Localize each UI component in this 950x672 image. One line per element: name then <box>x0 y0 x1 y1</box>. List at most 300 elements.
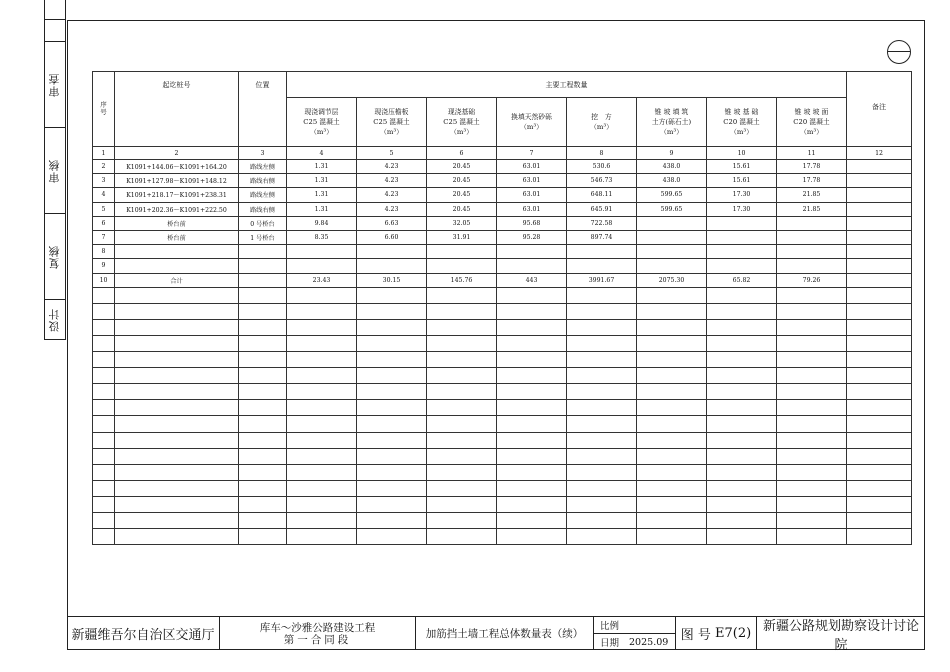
table-cell: 3991.67 <box>567 273 637 287</box>
table-cell <box>287 245 357 259</box>
blank-cell <box>287 303 357 319</box>
table-cell: 648.11 <box>567 188 637 202</box>
table-cell <box>287 259 357 273</box>
table-cell: 路线左侧 <box>239 160 287 174</box>
blank-cell <box>239 287 287 303</box>
blank-cell <box>115 335 239 351</box>
quantity-column-header: 换填天然砂砾 （m³） <box>497 98 567 147</box>
table-cell: 15.61 <box>707 160 777 174</box>
blank-row <box>93 400 912 416</box>
table-cell: K1091+144.06～K1091+164.20 <box>115 160 239 174</box>
blank-cell <box>427 352 497 368</box>
table-cell: 4.23 <box>357 202 427 216</box>
table-cell <box>239 259 287 273</box>
table-cell: 17.78 <box>777 174 847 188</box>
table-cell: 20.45 <box>427 160 497 174</box>
blank-cell <box>637 416 707 432</box>
blank-cell <box>847 384 912 400</box>
blank-cell <box>847 303 912 319</box>
table-cell: 95.28 <box>497 230 567 244</box>
blank-cell <box>497 287 567 303</box>
table-cell: 4.23 <box>357 174 427 188</box>
table-cell <box>357 259 427 273</box>
strip-audit: 审核 <box>45 128 65 214</box>
table-cell: 17.30 <box>707 202 777 216</box>
drawing-title: 加筋挡土墙工程总体数量表（续） <box>416 617 594 650</box>
blank-row <box>93 513 912 529</box>
blank-cell <box>239 352 287 368</box>
table-row <box>93 216 912 230</box>
blank-cell <box>357 529 427 545</box>
blank-cell <box>707 335 777 351</box>
blank-cell <box>497 384 567 400</box>
blank-cell <box>287 464 357 480</box>
blank-cell <box>497 319 567 335</box>
table-cell: 4 <box>93 188 115 202</box>
blank-cell <box>287 368 357 384</box>
table-cell: 63.01 <box>497 160 567 174</box>
table-cell <box>497 259 567 273</box>
table-cell: 21.85 <box>777 202 847 216</box>
blank-cell <box>567 400 637 416</box>
blank-cell <box>707 287 777 303</box>
blank-cell <box>847 448 912 464</box>
blank-cell <box>287 529 357 545</box>
institute-name: 新疆公路规划勘察设计讨论院 <box>762 618 919 653</box>
blank-cell <box>427 448 497 464</box>
blank-cell <box>497 480 567 496</box>
table-cell <box>115 245 239 259</box>
blank-cell <box>357 319 427 335</box>
blank-cell <box>567 513 637 529</box>
quantity-table <box>92 71 912 545</box>
blank-cell <box>427 287 497 303</box>
blank-cell <box>357 287 427 303</box>
blank-cell <box>357 416 427 432</box>
blank-cell <box>239 400 287 416</box>
blank-cell <box>357 384 427 400</box>
blank-cell <box>637 352 707 368</box>
blank-cell <box>357 335 427 351</box>
table-cell <box>847 245 912 259</box>
blank-cell <box>357 513 427 529</box>
blank-cell <box>637 303 707 319</box>
blank-cell <box>357 352 427 368</box>
blank-cell <box>93 513 115 529</box>
table-cell: K1091+202.36～K1091+222.50 <box>115 202 239 216</box>
table-cell: 20.45 <box>427 202 497 216</box>
blank-cell <box>777 352 847 368</box>
table-cell: 31.91 <box>427 230 497 244</box>
blank-cell <box>637 480 707 496</box>
table-cell <box>707 216 777 230</box>
table-cell: 63.01 <box>497 174 567 188</box>
blank-cell <box>777 464 847 480</box>
table-row <box>93 259 912 273</box>
blank-cell <box>567 416 637 432</box>
blank-cell <box>707 352 777 368</box>
blank-cell <box>115 513 239 529</box>
blank-cell <box>115 368 239 384</box>
blank-cell <box>847 319 912 335</box>
blank-cell <box>777 529 847 545</box>
table-cell: 20.45 <box>427 174 497 188</box>
table-cell <box>847 273 912 287</box>
blank-cell <box>93 448 115 464</box>
blank-cell <box>637 287 707 303</box>
table-cell <box>847 202 912 216</box>
blank-cell <box>427 529 497 545</box>
blank-row <box>93 352 912 368</box>
blank-cell <box>93 352 115 368</box>
blank-cell <box>777 480 847 496</box>
blank-cell <box>357 480 427 496</box>
blank-cell <box>847 352 912 368</box>
blank-cell <box>427 384 497 400</box>
column-number: 11 <box>777 147 847 160</box>
table-cell <box>707 245 777 259</box>
blank-cell <box>777 335 847 351</box>
blank-row <box>93 432 912 448</box>
blank-cell <box>707 432 777 448</box>
quantity-column-header: 挖 方 （m³） <box>567 98 637 147</box>
table-cell: 8 <box>93 245 115 259</box>
blank-cell <box>707 303 777 319</box>
blank-cell <box>239 496 287 512</box>
blank-cell <box>567 384 637 400</box>
blank-row <box>93 480 912 496</box>
table-cell: 1.31 <box>287 174 357 188</box>
blank-cell <box>427 368 497 384</box>
blank-cell <box>497 416 567 432</box>
blank-cell <box>637 529 707 545</box>
table-cell <box>427 245 497 259</box>
blank-cell <box>707 384 777 400</box>
remarks-header: 备注 <box>847 72 912 147</box>
blank-cell <box>287 400 357 416</box>
blank-cell <box>93 529 115 545</box>
table-cell <box>847 160 912 174</box>
blank-row <box>93 368 912 384</box>
table-cell: 17.78 <box>777 160 847 174</box>
blank-cell <box>427 400 497 416</box>
table-cell <box>777 230 847 244</box>
blank-cell <box>93 496 115 512</box>
table-cell: 20.45 <box>427 188 497 202</box>
table-cell <box>777 216 847 230</box>
blank-cell <box>115 400 239 416</box>
table-cell <box>239 273 287 287</box>
blank-cell <box>427 496 497 512</box>
table-row <box>93 273 912 287</box>
blank-cell <box>637 400 707 416</box>
blank-row <box>93 464 912 480</box>
table-cell <box>847 230 912 244</box>
blank-cell <box>239 384 287 400</box>
blank-cell <box>115 480 239 496</box>
blank-cell <box>847 513 912 529</box>
authority-name: 新疆维吾尔自治区交通厅 <box>67 617 220 650</box>
quantity-column-header: 现浇基础 C25 混凝土 （m³） <box>427 98 497 147</box>
blank-cell <box>777 448 847 464</box>
blank-cell <box>707 416 777 432</box>
blank-cell <box>427 513 497 529</box>
strip-top-cell <box>45 0 65 20</box>
blank-cell <box>637 384 707 400</box>
table-cell <box>567 259 637 273</box>
blank-cell <box>115 432 239 448</box>
blank-cell <box>567 432 637 448</box>
blank-cell <box>707 448 777 464</box>
blank-cell <box>567 496 637 512</box>
table-cell: 438.0 <box>637 174 707 188</box>
blank-cell <box>567 319 637 335</box>
blank-cell <box>777 416 847 432</box>
blank-cell <box>497 368 567 384</box>
blank-cell <box>707 513 777 529</box>
table-cell: 599.65 <box>637 202 707 216</box>
table-cell: 63.01 <box>497 188 567 202</box>
blank-cell <box>287 432 357 448</box>
table-cell <box>707 259 777 273</box>
blank-cell <box>287 352 357 368</box>
blank-row <box>93 319 912 335</box>
blank-cell <box>567 464 637 480</box>
table-cell: 5 <box>93 202 115 216</box>
blank-cell <box>847 368 912 384</box>
blank-cell <box>567 335 637 351</box>
blank-cell <box>847 335 912 351</box>
blank-cell <box>427 480 497 496</box>
table-cell <box>637 259 707 273</box>
blank-cell <box>93 335 115 351</box>
table-cell: 15.61 <box>707 174 777 188</box>
blank-cell <box>93 400 115 416</box>
blank-cell <box>115 464 239 480</box>
blank-cell <box>567 448 637 464</box>
table-cell <box>637 230 707 244</box>
table-cell <box>637 216 707 230</box>
table-cell <box>497 245 567 259</box>
blank-cell <box>93 480 115 496</box>
blank-cell <box>707 529 777 545</box>
table-cell: 95.68 <box>497 216 567 230</box>
blank-cell <box>777 496 847 512</box>
blank-cell <box>637 432 707 448</box>
table-cell: 9 <box>93 259 115 273</box>
blank-cell <box>707 400 777 416</box>
blank-cell <box>239 368 287 384</box>
table-cell: 4.23 <box>357 160 427 174</box>
blank-cell <box>637 319 707 335</box>
column-number-row <box>93 147 912 160</box>
blank-cell <box>287 416 357 432</box>
table-cell <box>847 216 912 230</box>
blank-cell <box>777 513 847 529</box>
column-number: 6 <box>427 147 497 160</box>
column-number: 2 <box>115 147 239 160</box>
blank-cell <box>239 529 287 545</box>
blank-cell <box>287 287 357 303</box>
table-cell: 6.63 <box>357 216 427 230</box>
scale-field: 比例 <box>594 617 675 634</box>
blank-cell <box>357 448 427 464</box>
blank-row <box>93 416 912 432</box>
blank-cell <box>357 303 427 319</box>
blank-cell <box>239 480 287 496</box>
column-number: 3 <box>239 147 287 160</box>
blank-cell <box>239 335 287 351</box>
blank-cell <box>115 287 239 303</box>
blank-cell <box>93 416 115 432</box>
header-row-1 <box>93 72 912 98</box>
strip-top-cell-2 <box>45 20 65 42</box>
table-cell: 438.0 <box>637 160 707 174</box>
blank-cell <box>707 319 777 335</box>
table-cell <box>847 174 912 188</box>
table-row <box>93 188 912 202</box>
approval-strip <box>44 0 66 340</box>
blank-cell <box>847 464 912 480</box>
blank-cell <box>115 352 239 368</box>
table-cell: 路线左侧 <box>239 188 287 202</box>
table-cell: 21.85 <box>777 188 847 202</box>
blank-cell <box>287 480 357 496</box>
blank-cell <box>93 432 115 448</box>
blank-cell <box>239 513 287 529</box>
table-row <box>93 174 912 188</box>
blank-cell <box>287 335 357 351</box>
table-cell: 17.30 <box>707 188 777 202</box>
main-quantities-header: 主要工程数量 <box>287 72 847 98</box>
table-cell: 8.35 <box>287 230 357 244</box>
blank-cell <box>427 432 497 448</box>
project-name: 库车～沙雅公路建设工程 第一合同段 <box>220 617 416 650</box>
table-cell: 23.43 <box>287 273 357 287</box>
table-cell: 路线右侧 <box>239 202 287 216</box>
blank-cell <box>567 368 637 384</box>
strip-review: 审查 <box>45 42 65 128</box>
title-block <box>67 616 925 653</box>
table-cell <box>567 245 637 259</box>
table-cell: 6.60 <box>357 230 427 244</box>
blank-cell <box>93 287 115 303</box>
blank-cell <box>427 335 497 351</box>
table-cell: 7 <box>93 230 115 244</box>
table-cell: 桥台前 <box>115 230 239 244</box>
table-row <box>93 230 912 244</box>
blank-cell <box>637 335 707 351</box>
blank-cell <box>115 303 239 319</box>
blank-row <box>93 303 912 319</box>
blank-cell <box>497 352 567 368</box>
blank-cell <box>637 496 707 512</box>
column-number: 10 <box>707 147 777 160</box>
blank-cell <box>115 448 239 464</box>
table-cell: 2 <box>93 160 115 174</box>
table-cell: 32.05 <box>427 216 497 230</box>
blank-cell <box>497 496 567 512</box>
blank-cell <box>777 319 847 335</box>
blank-cell <box>707 464 777 480</box>
table-cell: 145.76 <box>427 273 497 287</box>
blank-cell <box>239 432 287 448</box>
blank-cell <box>847 529 912 545</box>
blank-cell <box>777 432 847 448</box>
blank-cell <box>93 319 115 335</box>
table-cell: 443 <box>497 273 567 287</box>
table-row <box>93 245 912 259</box>
quantity-column-header: 现浇调节层 C25 混凝土 （m³） <box>287 98 357 147</box>
station-header: 起讫桩号 <box>115 72 239 147</box>
blank-cell <box>497 432 567 448</box>
table-cell <box>777 245 847 259</box>
blank-cell <box>847 480 912 496</box>
blank-cell <box>567 287 637 303</box>
blank-cell <box>93 303 115 319</box>
blank-cell <box>357 368 427 384</box>
column-number: 8 <box>567 147 637 160</box>
blank-cell <box>777 368 847 384</box>
table-cell <box>427 259 497 273</box>
column-number: 7 <box>497 147 567 160</box>
table-cell <box>707 230 777 244</box>
table-cell: 路线右侧 <box>239 174 287 188</box>
blank-row <box>93 335 912 351</box>
table-cell: 1 号桥台 <box>239 230 287 244</box>
blank-cell <box>115 496 239 512</box>
quantity-column-header: 锥 坡 基 础 C20 混凝土 （m³） <box>707 98 777 147</box>
table-cell <box>115 259 239 273</box>
strip-design: 设计 <box>45 300 65 340</box>
table-cell: 79.26 <box>777 273 847 287</box>
position-header: 位置 <box>239 72 287 147</box>
blank-cell <box>115 529 239 545</box>
blank-cell <box>637 368 707 384</box>
orientation-circle-icon <box>887 40 911 64</box>
blank-cell <box>777 303 847 319</box>
table-cell: 897.74 <box>567 230 637 244</box>
blank-cell <box>847 496 912 512</box>
blank-cell <box>239 416 287 432</box>
scale-date-block <box>594 617 676 650</box>
table-cell <box>239 245 287 259</box>
blank-cell <box>777 384 847 400</box>
blank-cell <box>497 529 567 545</box>
table-cell: 1.31 <box>287 202 357 216</box>
table-cell: 599.65 <box>637 188 707 202</box>
table-cell: 2075.30 <box>637 273 707 287</box>
table-cell: 桥台前 <box>115 216 239 230</box>
blank-cell <box>239 464 287 480</box>
blank-cell <box>847 287 912 303</box>
table-cell: 6 <box>93 216 115 230</box>
table-cell <box>847 259 912 273</box>
blank-cell <box>497 464 567 480</box>
blank-cell <box>707 368 777 384</box>
blank-cell <box>567 352 637 368</box>
column-number: 12 <box>847 147 912 160</box>
column-number: 9 <box>637 147 707 160</box>
blank-cell <box>847 400 912 416</box>
blank-cell <box>497 400 567 416</box>
blank-cell <box>287 384 357 400</box>
table-cell: 530.6 <box>567 160 637 174</box>
blank-cell <box>115 416 239 432</box>
table-cell: 1.31 <box>287 188 357 202</box>
blank-cell <box>707 480 777 496</box>
seq-header: 序号 <box>93 72 115 147</box>
